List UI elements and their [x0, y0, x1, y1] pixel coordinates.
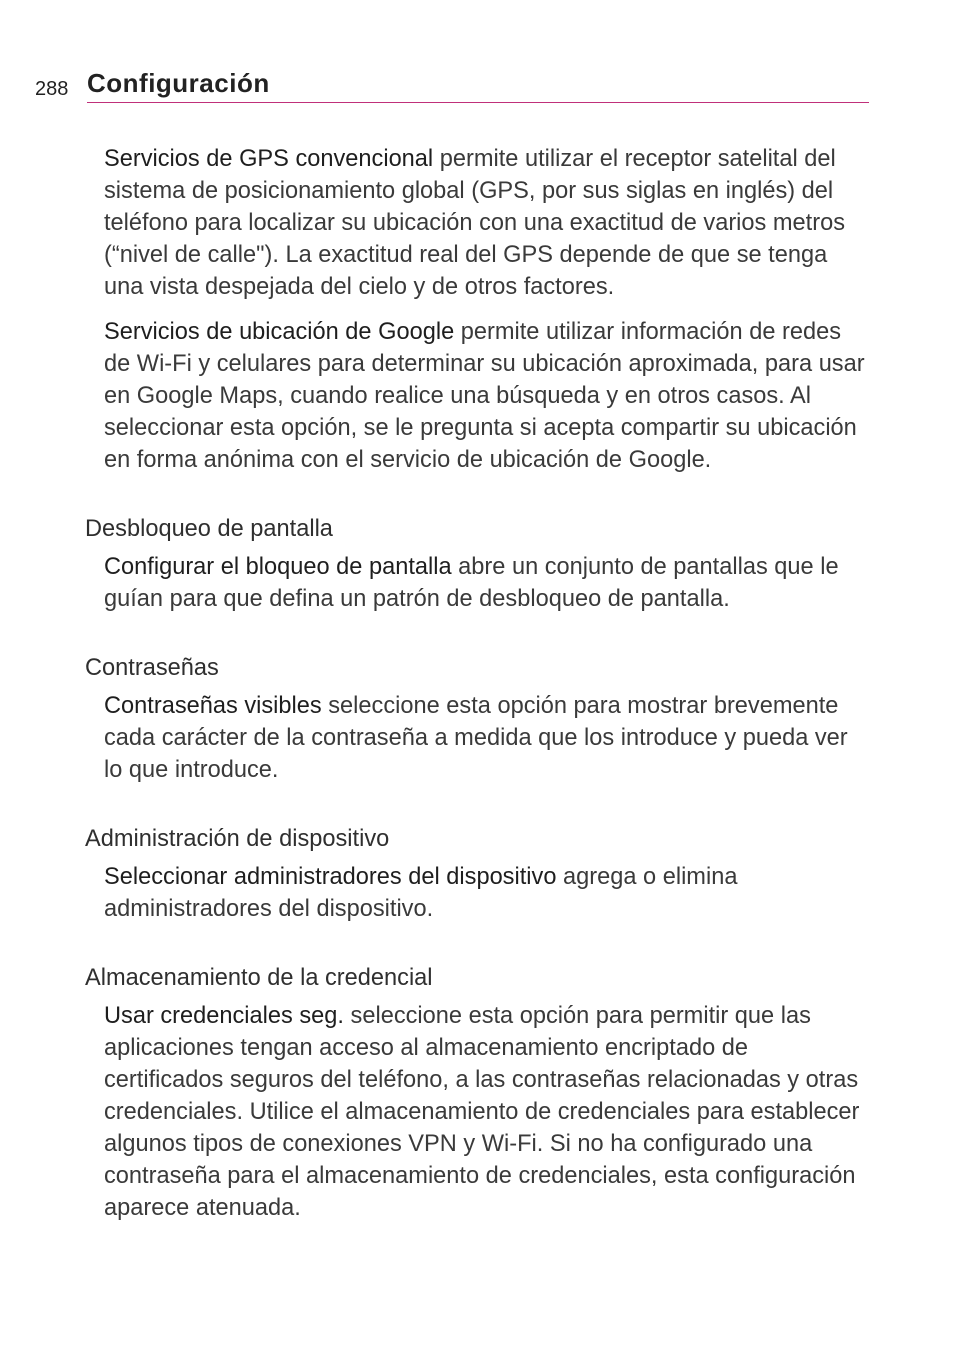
paragraph-google-location	[104, 316, 870, 476]
header-divider	[87, 102, 869, 103]
paragraph-screen-unlock	[104, 551, 870, 615]
term-passwords: Contraseñas visibles	[104, 693, 322, 719]
section-device-admin	[85, 823, 870, 925]
term-google-location: Servicios de ubicación de Google	[104, 319, 455, 345]
page-body	[85, 143, 870, 1237]
term-gps: Servicios de GPS convencional	[104, 146, 434, 172]
term-credential-storage: Usar credenciales seg.	[104, 1003, 344, 1029]
description-gps: permite utilizar el receptor satelital del sistema de posicionamiento global (GPS, por sus siglas en inglés) del teléfono para localizar su ubicación con una exactitud de varios metros (“nivel de calle"). La exactitud real del GPS depende de que se tenga una vista despejada del cielo y de otros factores.	[104, 146, 846, 300]
term-device-admin: Seleccionar administradores del dispositivo	[104, 864, 557, 890]
heading-credential-storage: Almacenamiento de la credencial	[85, 965, 433, 991]
paragraph-credential-storage	[104, 1000, 870, 1224]
heading-passwords: Contraseñas	[85, 655, 219, 681]
paragraph-device-admin	[104, 861, 870, 925]
paragraph-gps	[104, 143, 870, 303]
heading-device-admin: Administración de dispositivo	[85, 826, 390, 852]
chapter-title: Configuración	[87, 68, 270, 98]
description-screen-unlock: abre un conjunto de pantallas que le guían para que defina un patrón de desbloqueo de pantalla.	[104, 554, 839, 612]
paragraph-passwords	[104, 690, 870, 786]
section-credential-storage	[85, 962, 870, 1224]
description-credential-storage: seleccione esta opción para permitir que las aplicaciones tengan acceso al almacenamiento encriptado de certificados seguros del teléfono, a las contraseñas relacionadas y otras credenciales. Utilice el almacenamiento de credenciales para establecer algunos tipos de conexiones VPN y Wi-Fi. Si no ha configurado una contraseña para el almacenamiento de credenciales, esta configuración aparece atenuada.	[104, 1003, 860, 1221]
page-number: 288	[35, 78, 69, 100]
section-screen-unlock	[85, 513, 870, 615]
description-passwords: seleccione esta opción para mostrar brevemente cada carácter de la contraseña a medida que los introduce y pueda ver lo que introduce.	[104, 693, 848, 783]
section-passwords	[85, 652, 870, 786]
description-google-location: permite utilizar información de redes de Wi-Fi y celulares para determinar su ubicación aproximada, para usar en Google Maps, cuando realice una búsqueda y en otros casos. Al seleccionar esta opción, se le pregunta si acepta compartir su ubicación en forma anónima con el servicio de ubicación de Google.	[104, 319, 865, 473]
heading-screen-unlock: Desbloqueo de pantalla	[85, 516, 333, 542]
description-device-admin: agrega o elimina administradores del dispositivo.	[104, 864, 738, 922]
term-screen-unlock: Configurar el bloqueo de pantalla	[104, 554, 452, 580]
